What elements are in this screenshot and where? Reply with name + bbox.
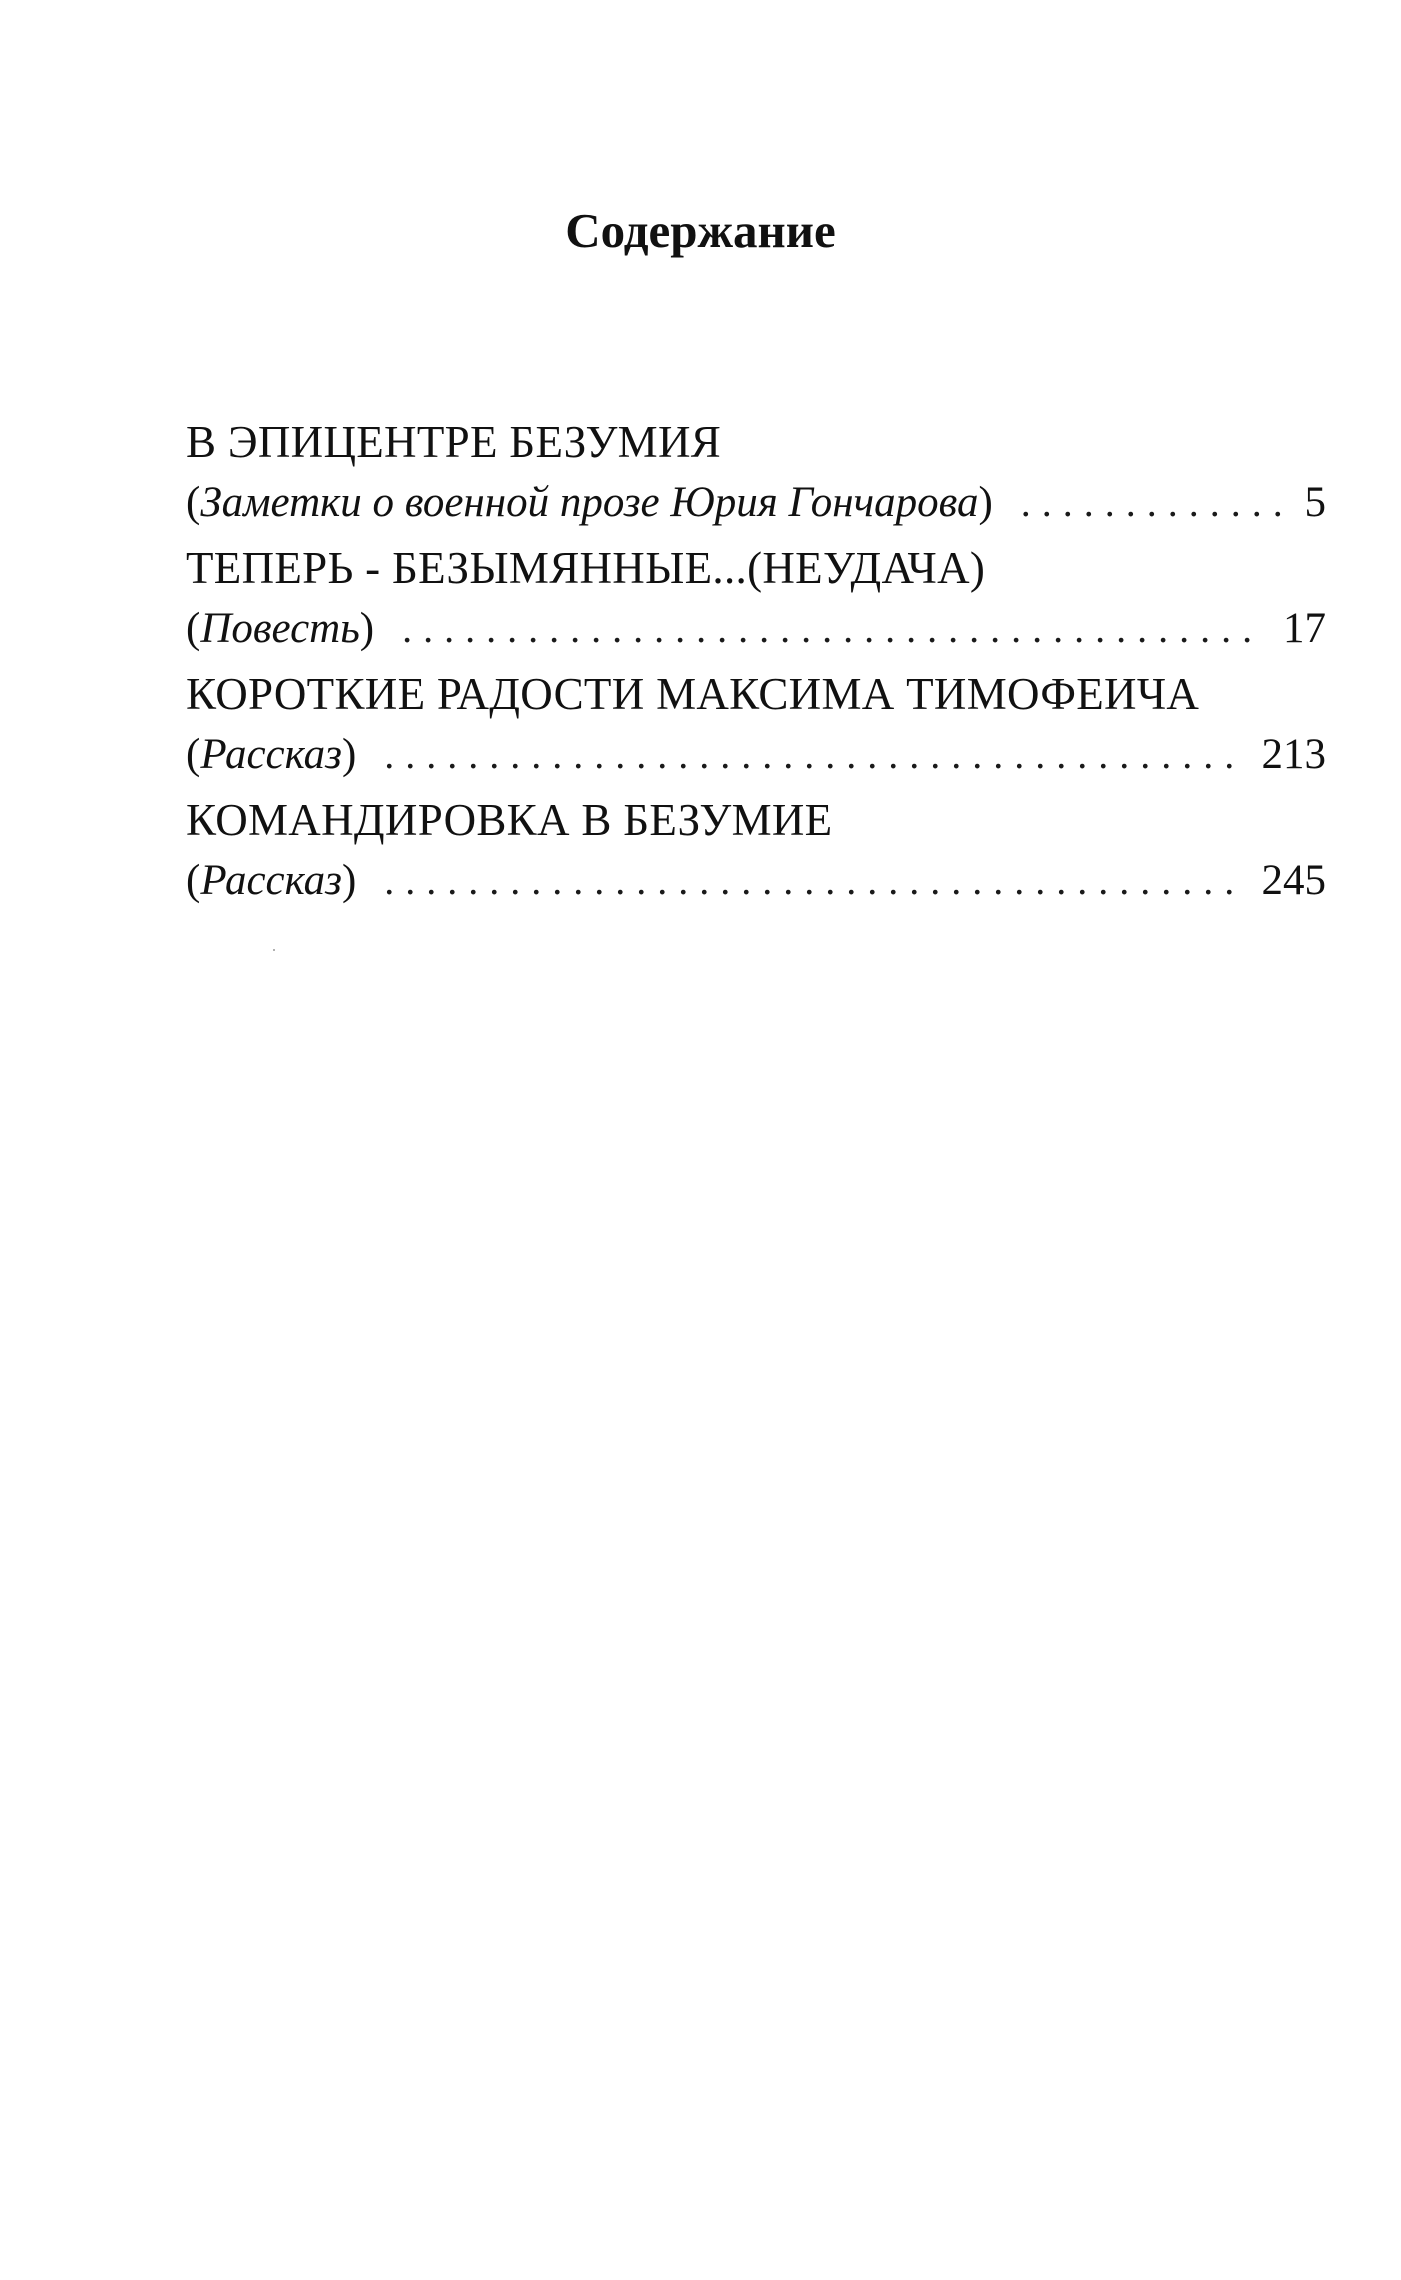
toc-entry: [186, 536, 1326, 662]
toc-entry-page-number: 5: [1304, 479, 1326, 526]
dot-leader: [1021, 474, 1287, 532]
close-paren: ): [341, 731, 357, 778]
open-paren: (: [186, 731, 201, 778]
toc-entry-title: КОМАНДИРОВКА В БЕЗУМИЕ: [186, 795, 833, 845]
toc-entry-page-number: 213: [1261, 731, 1326, 778]
toc-entry-subtitle-line: [186, 726, 1326, 788]
toc-entry-subtitle-line: [186, 600, 1326, 662]
dot-leader: [384, 726, 1243, 784]
toc-entry-subtitle: Рассказ: [200, 731, 342, 778]
toc-entry-title: КОРОТКИЕ РАДОСТИ МАКСИМА ТИМОФЕИЧА: [186, 669, 1200, 719]
toc-entry-subtitle: Рассказ: [200, 857, 342, 904]
open-paren: (: [186, 605, 201, 652]
toc-entry-subtitle: Повесть: [200, 605, 360, 652]
toc-entry-title: В ЭПИЦЕНТРЕ БЕЗУМИЯ: [186, 417, 722, 467]
dot-leader: [384, 852, 1243, 910]
close-paren: ): [341, 857, 357, 904]
toc-entry-subtitle: Заметки о военной прозе Юрия Гончарова: [200, 479, 979, 526]
toc-entry-subtitle-line: [186, 474, 1326, 536]
toc-entry-subtitle-line: [186, 852, 1326, 914]
toc-entry-page-number: 245: [1261, 857, 1326, 904]
close-paren: ): [978, 479, 993, 526]
open-paren: (: [186, 479, 201, 526]
scan-speck: [273, 949, 275, 951]
dot-leader: [402, 600, 1265, 658]
toc-entry: [186, 410, 1326, 536]
page-title: Содержание: [565, 202, 836, 258]
toc-entry: [186, 788, 1326, 914]
toc-entry-page-number: 17: [1283, 605, 1326, 652]
toc-entry-title: ТЕПЕРЬ - БЕЗЫМЯННЫЕ...(НЕУДАЧА): [186, 543, 986, 593]
close-paren: ): [359, 605, 375, 652]
open-paren: (: [186, 857, 201, 904]
table-of-contents: [186, 410, 1326, 914]
toc-entry: [186, 662, 1326, 788]
